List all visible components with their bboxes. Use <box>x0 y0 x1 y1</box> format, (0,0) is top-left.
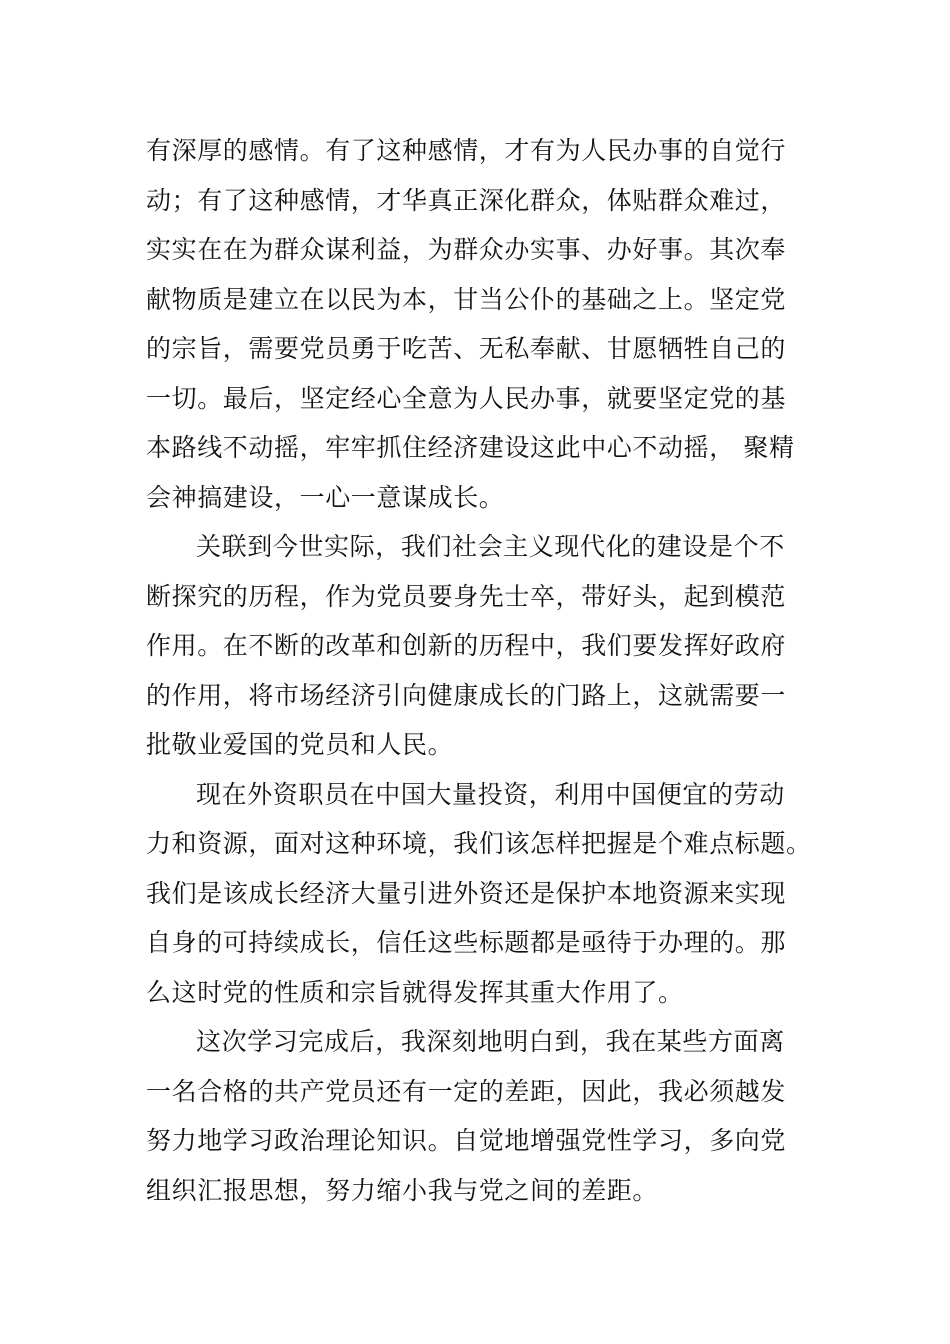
paragraph-2 <box>146 522 796 770</box>
text-line: 组织汇报思想，努力缩小我与党之间的差距。 <box>146 1175 659 1205</box>
text-line: 自身的可持续成长，信任这些标题都是亟待于办理的。那 <box>146 928 787 957</box>
text-line: 力和资源，面对这种环境，我们该怎样把握是个难点标题。 <box>146 829 812 858</box>
text-line: 现在外资职员在中国大量投资，利用中国便宜的劳动 <box>196 779 785 809</box>
text-line: 我们是该成长经济大量引进外资还是保护本地资源来实现 <box>146 878 787 908</box>
text-line: 实实在在为群众谋利益，为群众办实事、办好事。其次奉 <box>146 235 787 264</box>
paragraph-4 <box>146 1017 796 1215</box>
text-line: 么这时党的性质和宗旨就得发挥其重大作用了。 <box>146 977 684 1007</box>
text-line: 断探究的历程，作为党员要身先士卒，带好头，起到模范 <box>146 581 787 611</box>
text-line: 一名合格的共产党员还有一定的差距，因此，我必须越发 <box>146 1076 787 1106</box>
text-line: 作用。在不断的改革和创新的历程中，我们要发挥好政府 <box>146 631 787 660</box>
text-line: 批敬业爱国的党员和人民。 <box>146 730 454 759</box>
text-line: 一切。最后，坚定经心全意为人民办事，就要坚定党的基 <box>146 383 787 413</box>
text-line: 动；有了这种感情，才华真正深化群众，体贴群众难过， <box>146 185 787 215</box>
text-line: 会神搞建设，一心一意谋成长。 <box>146 482 505 512</box>
text-line: 的宗旨，需要党员勇于吃苦、无私奉献、甘愿牺牲自己的 <box>146 334 787 363</box>
text-line: 关联到今世实际，我们社会主义现代化的建设是个不 <box>196 532 785 561</box>
text-line: 本路线不动摇，牢牢抓住经济建设这此中心不动摇， 聚精 <box>146 433 795 462</box>
text-line: 有深厚的感情。有了这种感情，才有为人民办事的自觉行 <box>146 136 787 165</box>
text-line: 的作用，将市场经济引向健康成长的门路上，这就需要一 <box>146 680 787 710</box>
paragraph-1 <box>146 126 796 522</box>
paragraph-3 <box>146 770 812 1018</box>
text-line: 努力地学习政治理论知识。自觉地增强党性学习，多向党 <box>146 1126 787 1155</box>
text-line: 这次学习完成后，我深刻地明白到，我在某些方面离 <box>196 1027 785 1056</box>
body-text <box>146 126 812 1215</box>
text-line: 献物质是建立在以民为本，甘当公仆的基础之上。坚定党 <box>146 284 787 314</box>
